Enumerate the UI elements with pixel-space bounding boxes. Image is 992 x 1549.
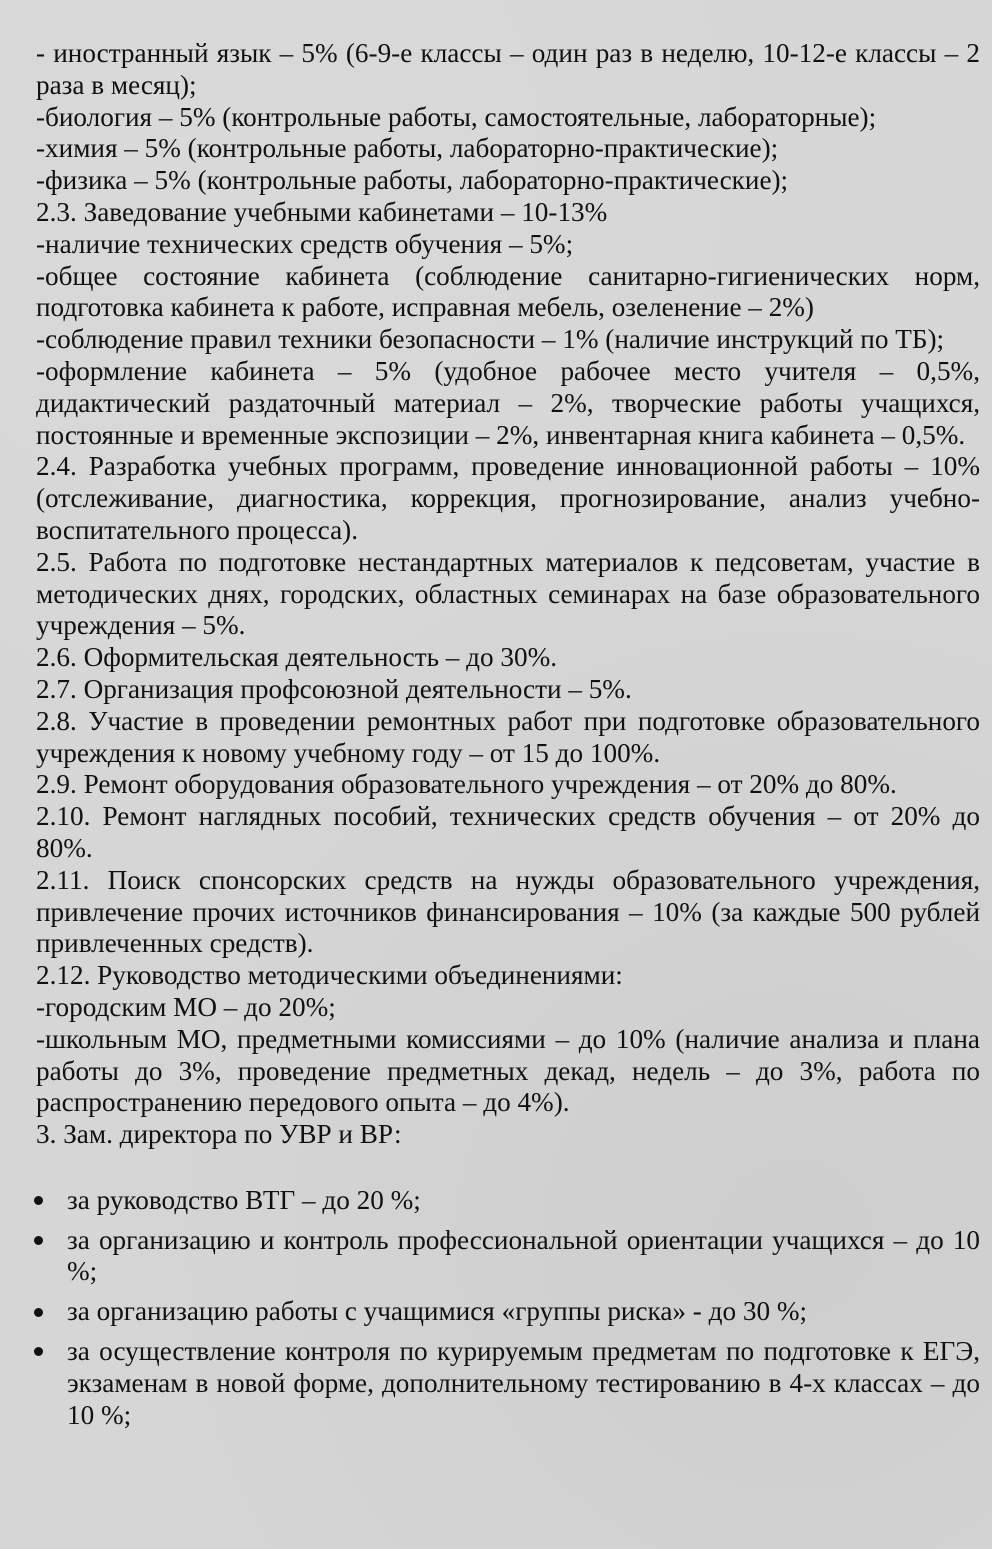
paragraph-foreign-language: - иностранный язык – 5% (6-9-е классы – один раз в неделю, 10-12-е классы – 2 раза в месяц); — [36, 38, 980, 100]
bullet-icon — [32, 1225, 44, 1257]
bullet-text: за организацию и контроль профессиональной ориентации учащихся – до 10 %; — [67, 1224, 980, 1287]
paragraph-city-mo: -городским МО – до 20%; — [36, 991, 336, 1022]
bullet-icon — [32, 1185, 44, 1217]
paragraph-room-decoration: -оформление кабинета – 5% (удобное рабочее место учителя – 0,5%, дидактический раздаточный материал – 2%, творческие работы учащихся, постоянные и временные экспозиции – 2%, инвентарная книга кабинета – 0,5%. — [36, 355, 980, 450]
paragraph-2-10: 2.10. Ремонт наглядных пособий, технических средств обучения – от 20% до 80%. — [36, 801, 980, 863]
bullet-text: за организацию работы с учащимися «группы риска» - до 30 %; — [67, 1296, 808, 1327]
bullet-icon — [32, 1296, 44, 1328]
bullet-icon — [32, 1336, 44, 1368]
blank-line — [36, 1151, 980, 1185]
bullet-item — [36, 1225, 980, 1289]
paragraph-2-11: 2.11. Поиск спонсорских средств на нужды образовательного учреждения, привлечение прочих источников финансирования – 10% (за каждые 500 рублей привлеченных средств). — [36, 864, 980, 959]
bullet-text: за осуществление контроля по курируемым предметам по подготовке к ЕГЭ, экзаменам в новой форме, дополнительному тестированию в 4-х классах – до 10 %; — [67, 1336, 980, 1430]
bullet-item — [36, 1336, 980, 1431]
document-body — [36, 38, 980, 1439]
paragraph-chemistry: -химия – 5% (контрольные работы, лабораторно-практические); — [36, 133, 779, 164]
paragraph-school-mo: -школьным МО, предметными комиссиями – до 10% (наличие анализа и плана работы до 3%, проведение предметных декад, недель – до 3%, работа по распространению передового опыта – до 4%). — [36, 1023, 980, 1118]
paragraph-room-condition: -общее состояние кабинета (соблюдение санитарно-гигиенических норм, подготовка кабинета к работе, исправная мебель, озеленение – 2%) — [36, 260, 980, 323]
paragraph-2-12-heading: 2.12. Руководство методическими объединениями: — [36, 960, 623, 991]
paragraph-2-7: 2.7. Организация профсоюзной деятельности – 5%. — [36, 673, 632, 704]
paragraph-physics: -физика – 5% (контрольные работы, лабораторно-практические); — [36, 165, 789, 196]
paragraph-2-3-heading: 2.3. Заведование учебными кабинетами – 10-13% — [36, 196, 608, 227]
paragraph-3-heading: 3. Зам. директора по УВР и ВР: — [36, 1119, 402, 1150]
paragraph-technical-means: -наличие технических средств обучения – 5%; — [36, 228, 574, 259]
paragraph-2-4: 2.4. Разработка учебных программ, проведение инновационной работы – 10% (отслеживание, диагностика, коррекция, прогнозирование, анализ учебно-воспитательного процесса). — [36, 451, 980, 545]
bullet-item — [36, 1296, 980, 1328]
paragraph-2-9: 2.9. Ремонт оборудования образовательного учреждения – от 20% до 80%. — [36, 769, 897, 800]
paragraph-2-8: 2.8. Участие в проведении ремонтных работ при подготовке образовательного учреждения к новому учебному году – от 15 до 100%. — [36, 705, 980, 768]
paragraph-safety-rules: -соблюдение правил техники безопасности – 1% (наличие инструкций по ТБ); — [36, 324, 945, 355]
paragraph-2-5: 2.5. Работа по подготовке нестандартных материалов к педсоветам, участие в методических днях, городских, областных семинарах на базе образовательного учреждения – 5%. — [36, 546, 980, 641]
paragraph-biology: -биология – 5% (контрольные работы, самостоятельные, лабораторные); — [36, 101, 877, 132]
bullet-text: за руководство ВТГ – до 20 %; — [67, 1184, 421, 1215]
bullet-list — [36, 1185, 980, 1432]
bullet-item — [36, 1185, 980, 1217]
paragraph-2-6: 2.6. Оформительская деятельность – до 30%. — [36, 642, 558, 673]
